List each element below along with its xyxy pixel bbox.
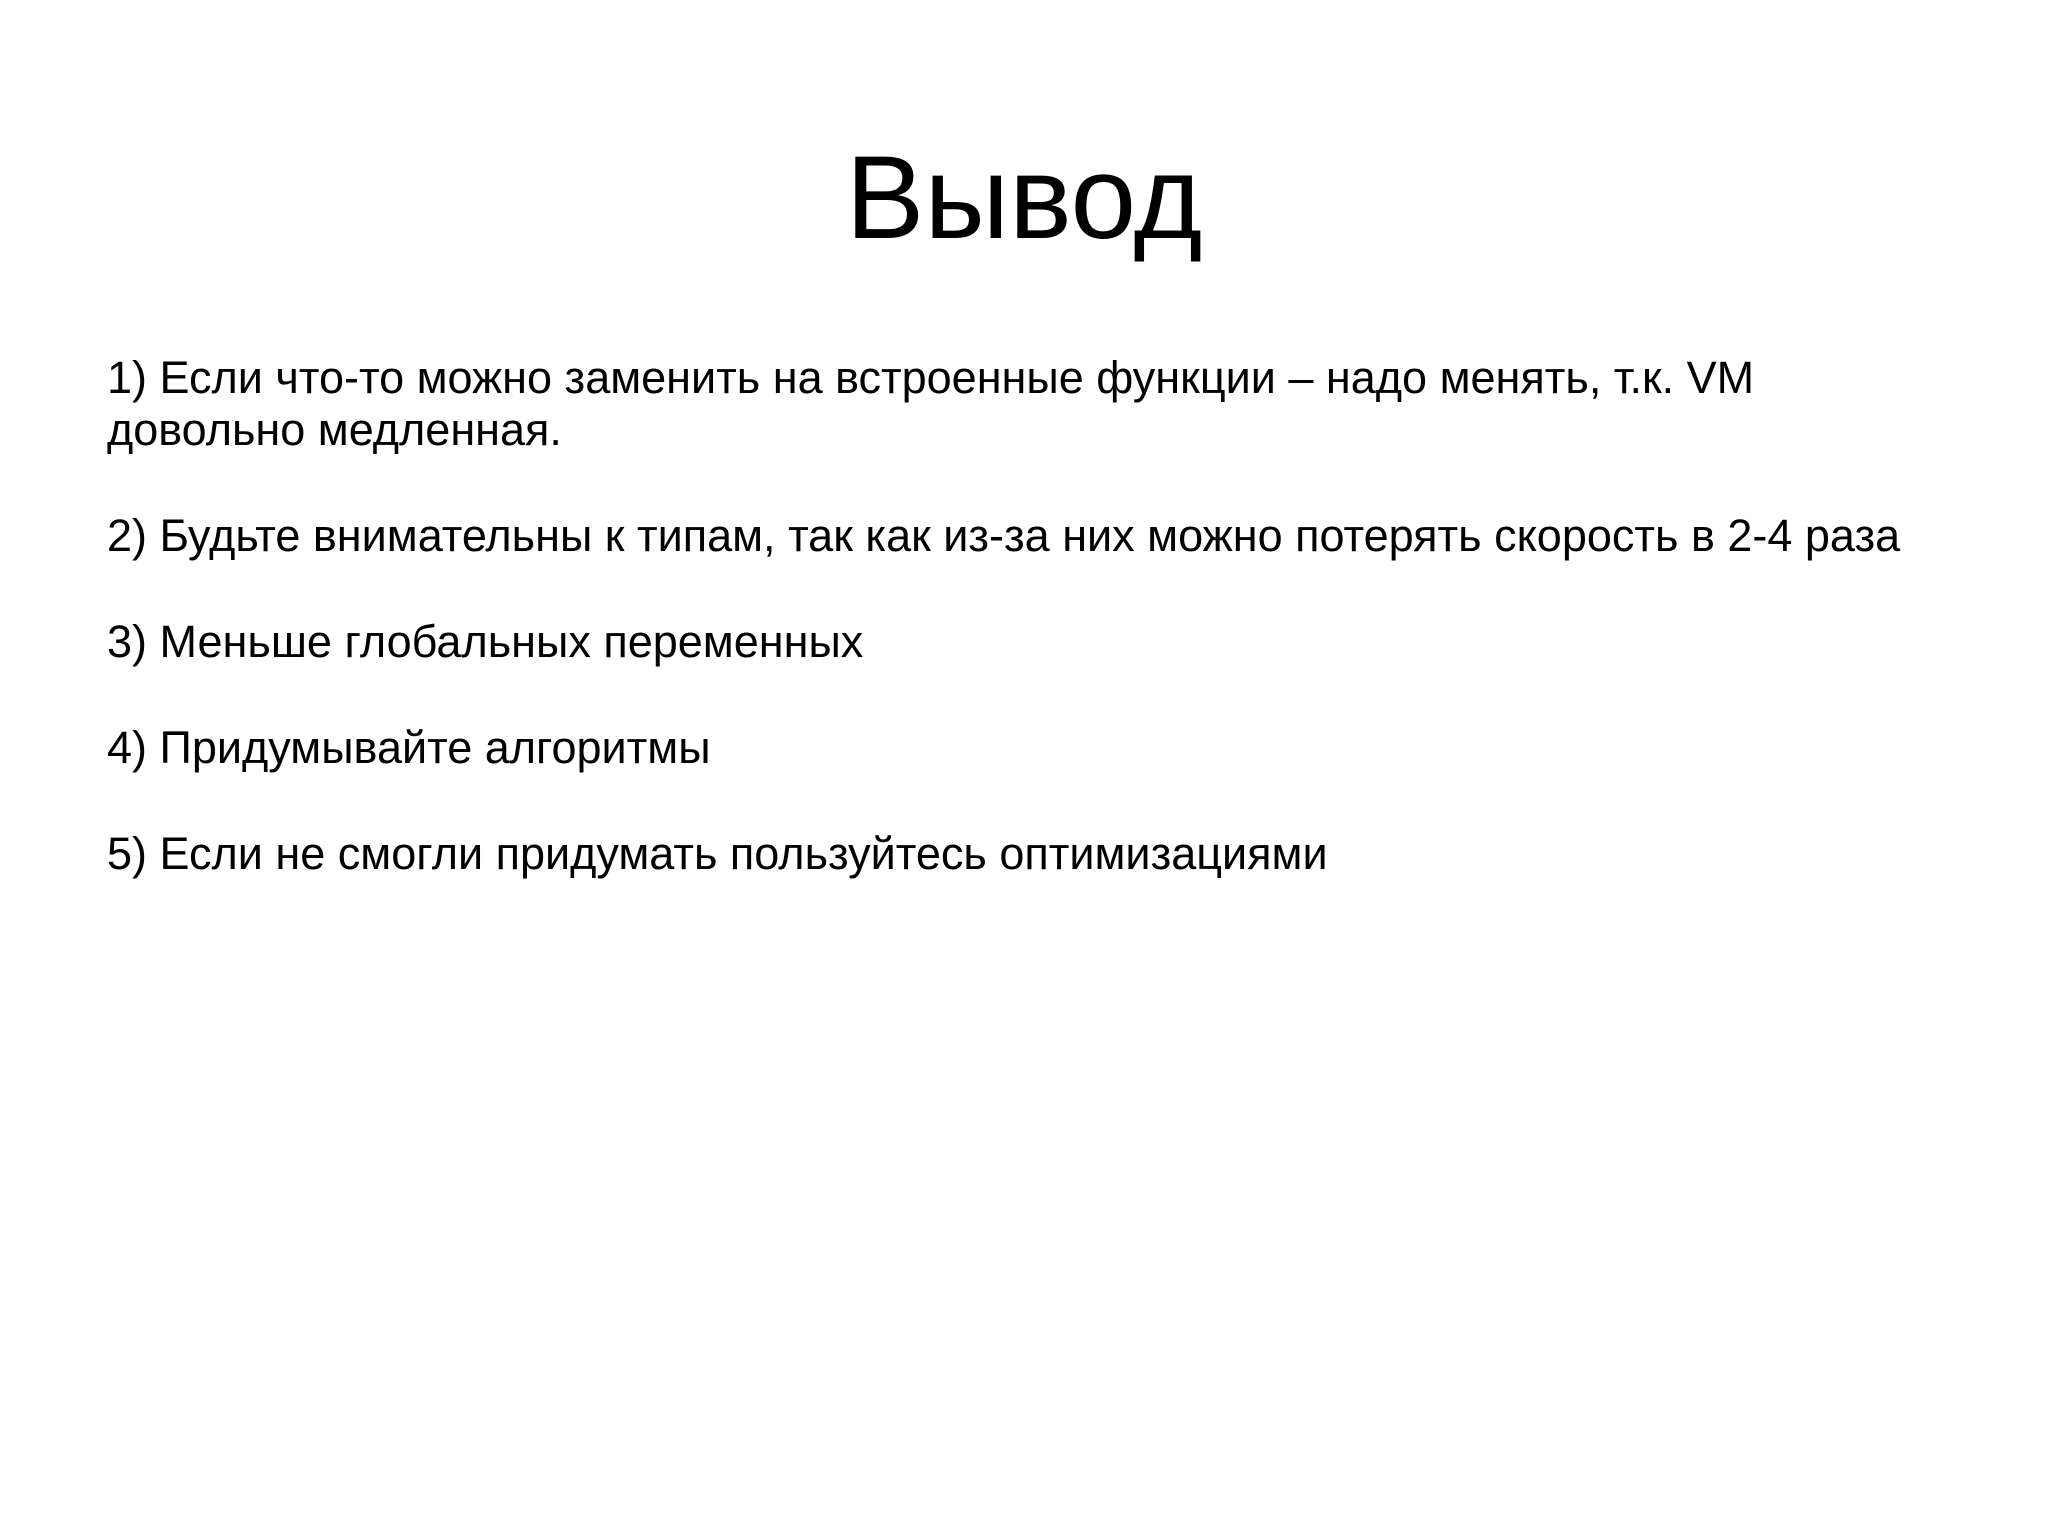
point-3: 3) Меньше глобальных переменных xyxy=(107,616,864,667)
point-2: 2) Будьте внимательны к типам, так как из-за них можно потерять скорость в 2-4 раза xyxy=(107,510,1901,561)
point-5: 5) Если не смогли придумать пользуйтесь оптимизациями xyxy=(107,828,1328,879)
slide-title: Вывод xyxy=(845,132,1203,264)
point-4: 4) Придумывайте алгоритмы xyxy=(107,722,711,773)
slide-body xyxy=(107,352,1947,934)
point-1: 1) Если что-то можно заменить на встроенные функции – надо менять, т.к. VM довольно медленная. xyxy=(107,352,1755,455)
